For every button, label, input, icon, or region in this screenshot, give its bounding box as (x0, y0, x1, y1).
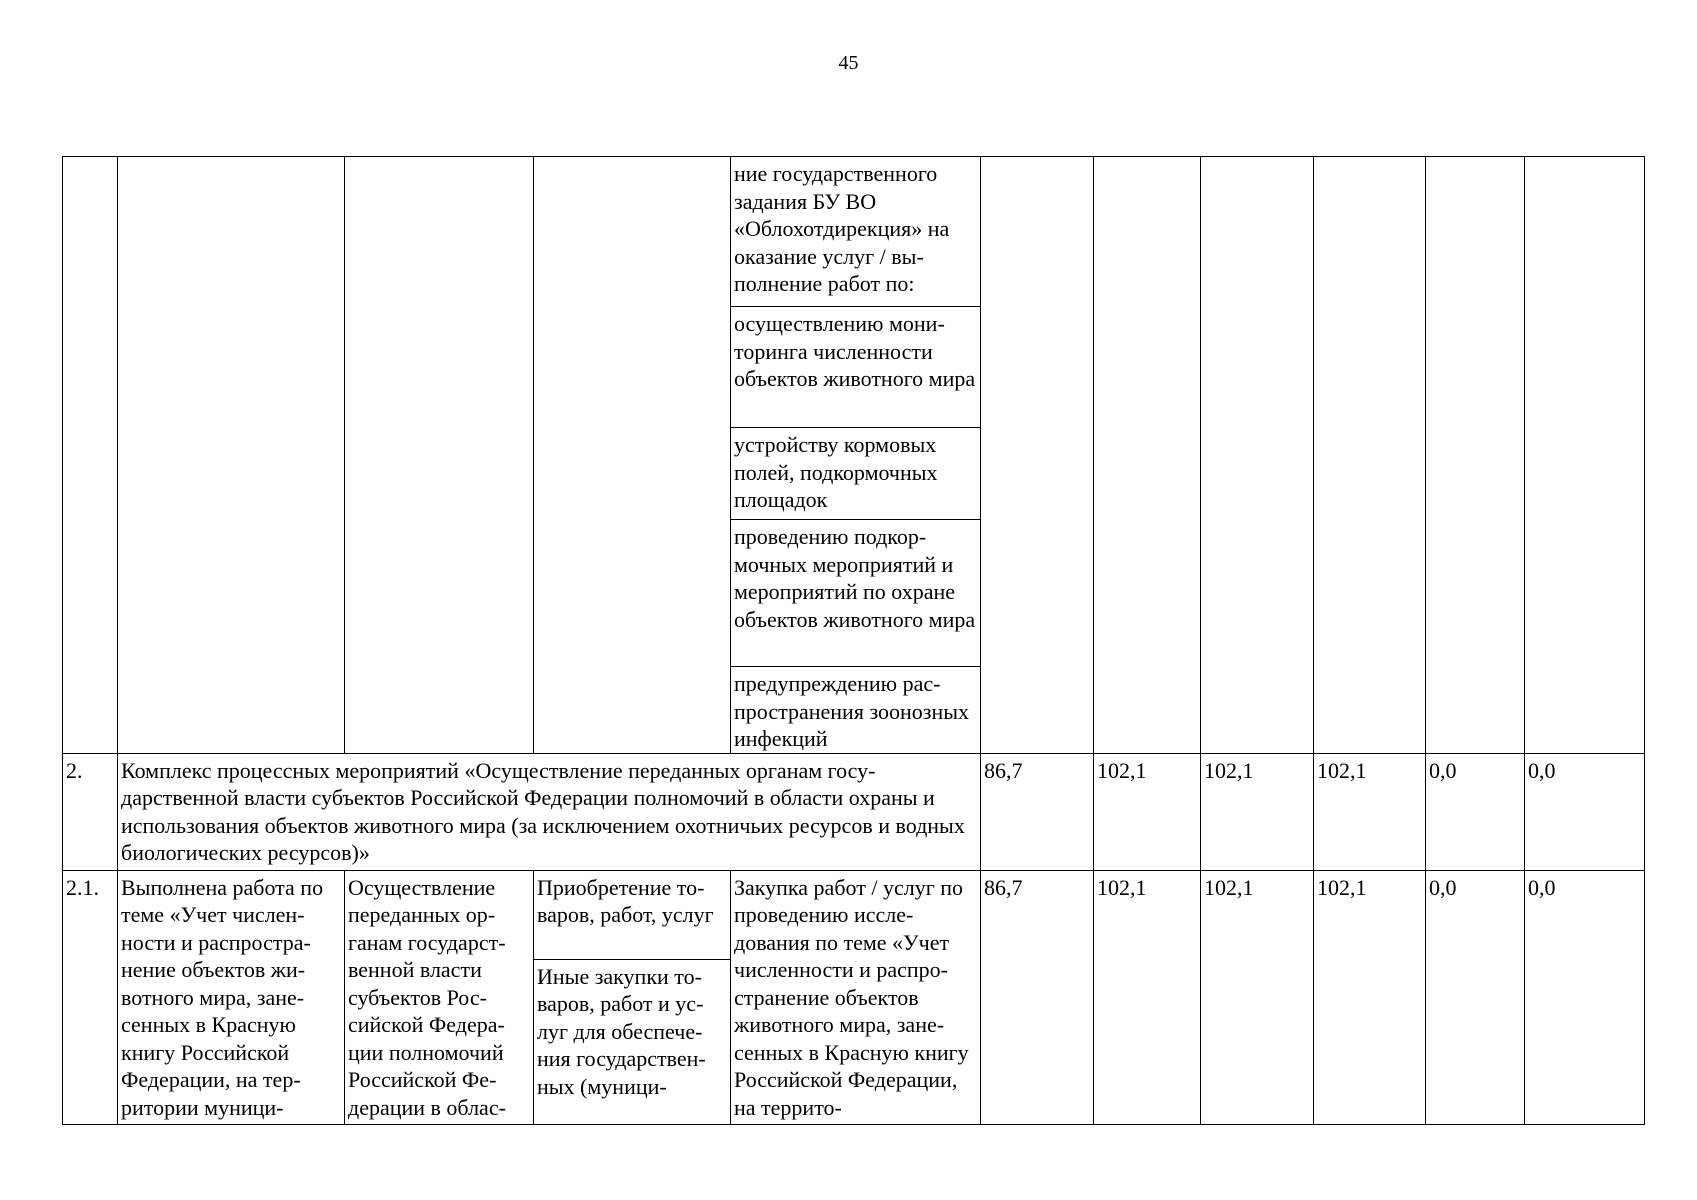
activity-subcell: ние государственного задания БУ ВО «Облохотдирекция» на оказание услуг / выполнение работ по: (731, 157, 980, 307)
cell-value: 102,1 (1094, 753, 1201, 870)
activity-subcell: осуществлению мониторинга численности объектов животного мира (731, 307, 980, 428)
cell-value: 0,0 (1426, 753, 1525, 870)
cell-value: 0,0 (1426, 870, 1525, 1124)
cell-value: 102,1 (1314, 753, 1426, 870)
cell-num: 2.1. (63, 870, 118, 1124)
cell-program-title: Комплекс процессных мероприятий «Осуществление переданных органам государственной власти субъектов Российской Федерации полномочий в области охраны и использования объектов животного мира (за исключением охотничьих ресурсов и водных биологических ресурсов)» (118, 753, 981, 870)
cell-activity-list (731, 157, 981, 754)
cell-value (981, 157, 1094, 754)
cell-num: 2. (63, 753, 118, 870)
cell-result: Выполнена работа по теме «Учет численности и распространение объектов животного мира, занесенных в Красную книгу Российской Федерации, на территории муници- (118, 870, 345, 1124)
cell-value: 0,0 (1525, 870, 1645, 1124)
cell-value (1426, 157, 1525, 754)
table-row (63, 870, 1645, 1124)
cell-value: 0,0 (1525, 753, 1645, 870)
cell-result (118, 157, 345, 754)
cell-value: 102,1 (1201, 870, 1314, 1124)
cell-value: 86,7 (981, 870, 1094, 1124)
cell-value (1314, 157, 1426, 754)
table-row (63, 753, 1645, 870)
cell-value: 86,7 (981, 753, 1094, 870)
cell-value: 102,1 (1314, 870, 1426, 1124)
expense-subcell: Иные закупки товаров, работ и услуг для обеспечения государственных (муници- (537, 963, 706, 1099)
cell-value (1525, 157, 1645, 754)
cell-expense-type (534, 870, 731, 1124)
activity-subcell: предупреждению распространения зоонозных инфекций (734, 671, 970, 751)
cell-authority (345, 157, 534, 754)
cell-value: 102,1 (1094, 870, 1201, 1124)
cell-value: 102,1 (1201, 753, 1314, 870)
cell-activity: Закупка работ / услуг по проведению исследования по теме «Учет численности и распространение объектов животного мира, занесенных в Красную книгу Российской Федерации, на террито- (731, 870, 981, 1124)
cell-authority: Осуществление переданных органам государственной власти субъектов Российской Федерации полномочий Российской Федерации в облас- (345, 870, 534, 1124)
table-row (63, 157, 1645, 754)
cell-value (1094, 157, 1201, 754)
expense-subcell: Приобретение товаров, работ, услуг (534, 871, 730, 960)
cell-expense-type (534, 157, 731, 754)
budget-table (62, 156, 1645, 1125)
page-number: 45 (838, 52, 859, 74)
cell-num (63, 157, 118, 754)
activity-subcell: устройству кормовых полей, подкормочных площадок (731, 428, 980, 520)
activity-subcell: проведению подкормочных мероприятий и мероприятий по охране объектов животного мира (731, 520, 980, 667)
cell-value (1201, 157, 1314, 754)
